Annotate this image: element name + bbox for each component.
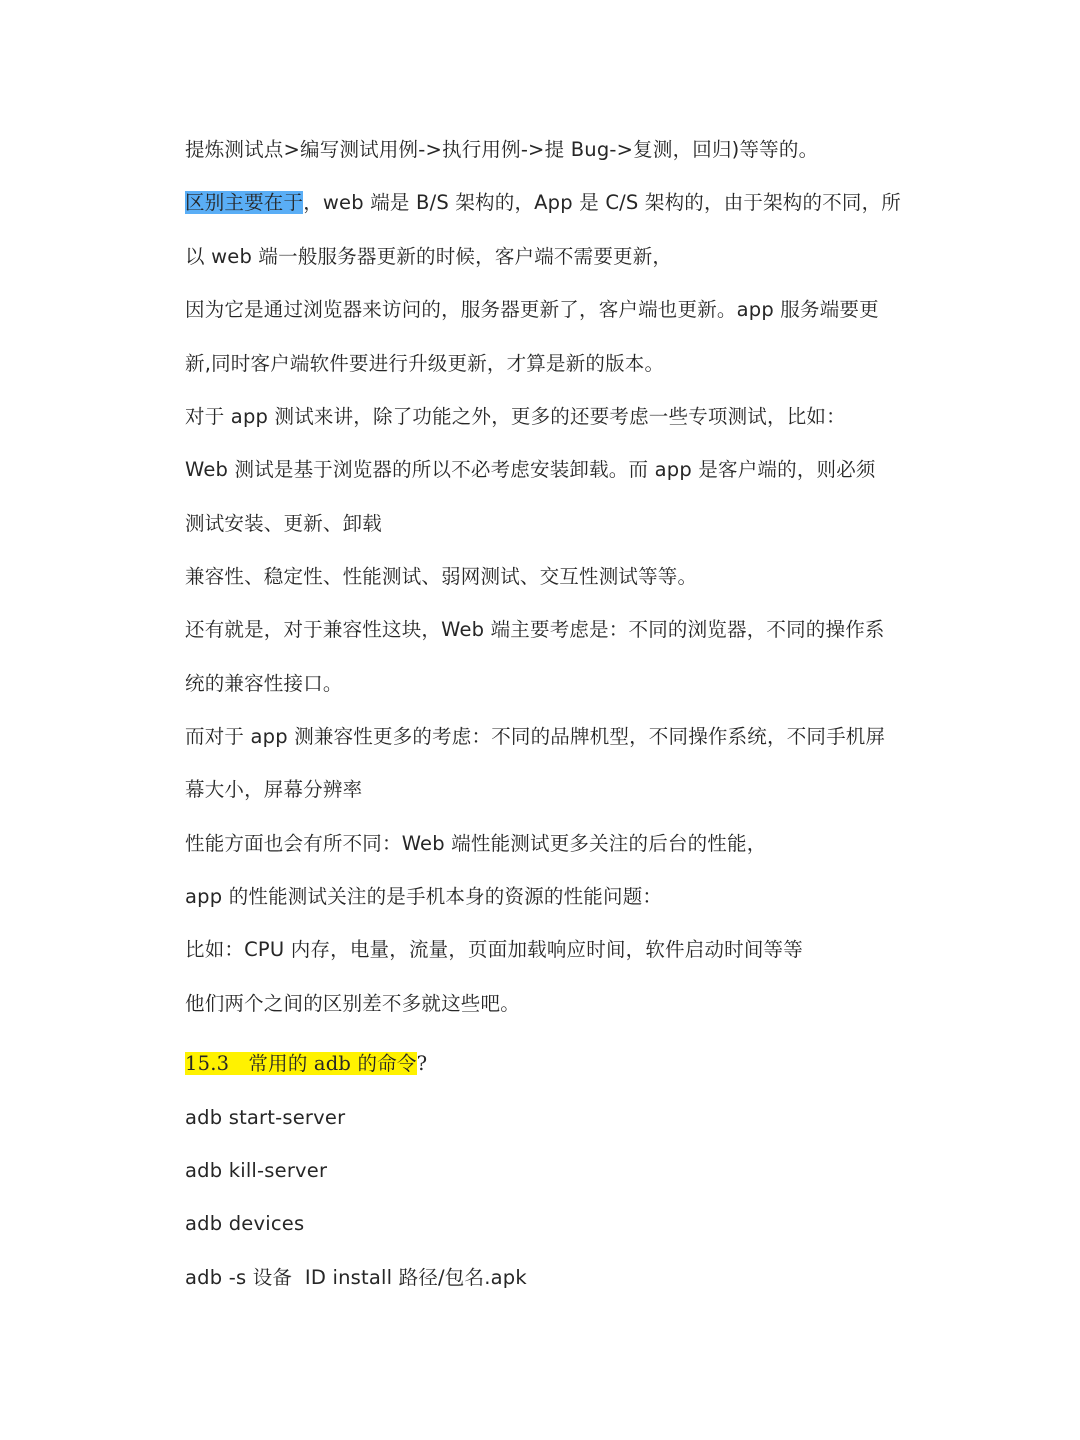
body-line-11: 统的兼容性接口。 [185, 672, 343, 695]
section-heading-highlight [185, 1052, 417, 1075]
body-line-3: 以 web 端一般服务器更新的时候，客户端不需要更新， [185, 245, 673, 268]
section-suffix: ? [416, 1052, 428, 1075]
body-line-10: 还有就是，对于兼容性这块，Web 端主要考虑是：不同的浏览器，不同的操作系 [185, 618, 885, 641]
section-title: 常用的 adb 的命令 [248, 1052, 417, 1075]
body-line-16: 比如：CPU 内存，电量，流量，页面加载响应时间，软件启动时间等等 [185, 938, 803, 961]
command-line: adb kill-server [185, 1159, 328, 1182]
command-line: adb start-server [185, 1106, 346, 1129]
body-line-2 [185, 188, 915, 218]
body-line-13: 幕大小，屏幕分辨率 [185, 778, 363, 801]
body-line-9: 兼容性、稳定性、性能测试、弱网测试、交互性测试等等。 [185, 565, 698, 588]
body-line-8: 测试安装、更新、卸载 [185, 512, 383, 535]
section-number: 15.3 [185, 1052, 230, 1075]
body-line-2-text: ，web 端是 B/S 架构的，App 是 C/S 架构的，由于架构的不同，所 [303, 191, 902, 214]
command-line: adb devices [185, 1212, 305, 1235]
body-line-5: 新,同时客户端软件要进行升级更新，才算是新的版本。 [185, 352, 665, 375]
body-line-6: 对于 app 测试来讲，除了功能之外，更多的还要考虑一些专项测试，比如： [185, 405, 846, 428]
body-line-7: Web 测试是基于浏览器的所以不必考虑安装卸载。而 app 是客户端的，则必须 [185, 458, 876, 481]
section-heading [185, 1049, 915, 1079]
body-line-15: app 的性能测试关注的是手机本身的资源的性能问题： [185, 885, 663, 908]
command-line: adb -s 设备 ID install 路径/包名.apk [185, 1266, 527, 1289]
body-line-12: 而对于 app 测兼容性更多的考虑：不同的品牌机型，不同操作系统，不同手机屏 [185, 725, 886, 748]
body-line-17: 他们两个之间的区别差不多就这些吧。 [185, 992, 520, 1015]
body-line-14: 性能方面也会有所不同：Web 端性能测试更多关注的后台的性能， [185, 832, 767, 855]
highlighted-phrase: 区别主要在于 [185, 191, 304, 214]
body-line-4: 因为它是通过浏览器来访问的，服务器更新了，客户端也更新。app 服务端要更 [185, 298, 879, 321]
body-line-1: 提炼测试点>编写测试用例->执行用例->提 Bug->复测，回归)等等的。 [185, 138, 819, 161]
